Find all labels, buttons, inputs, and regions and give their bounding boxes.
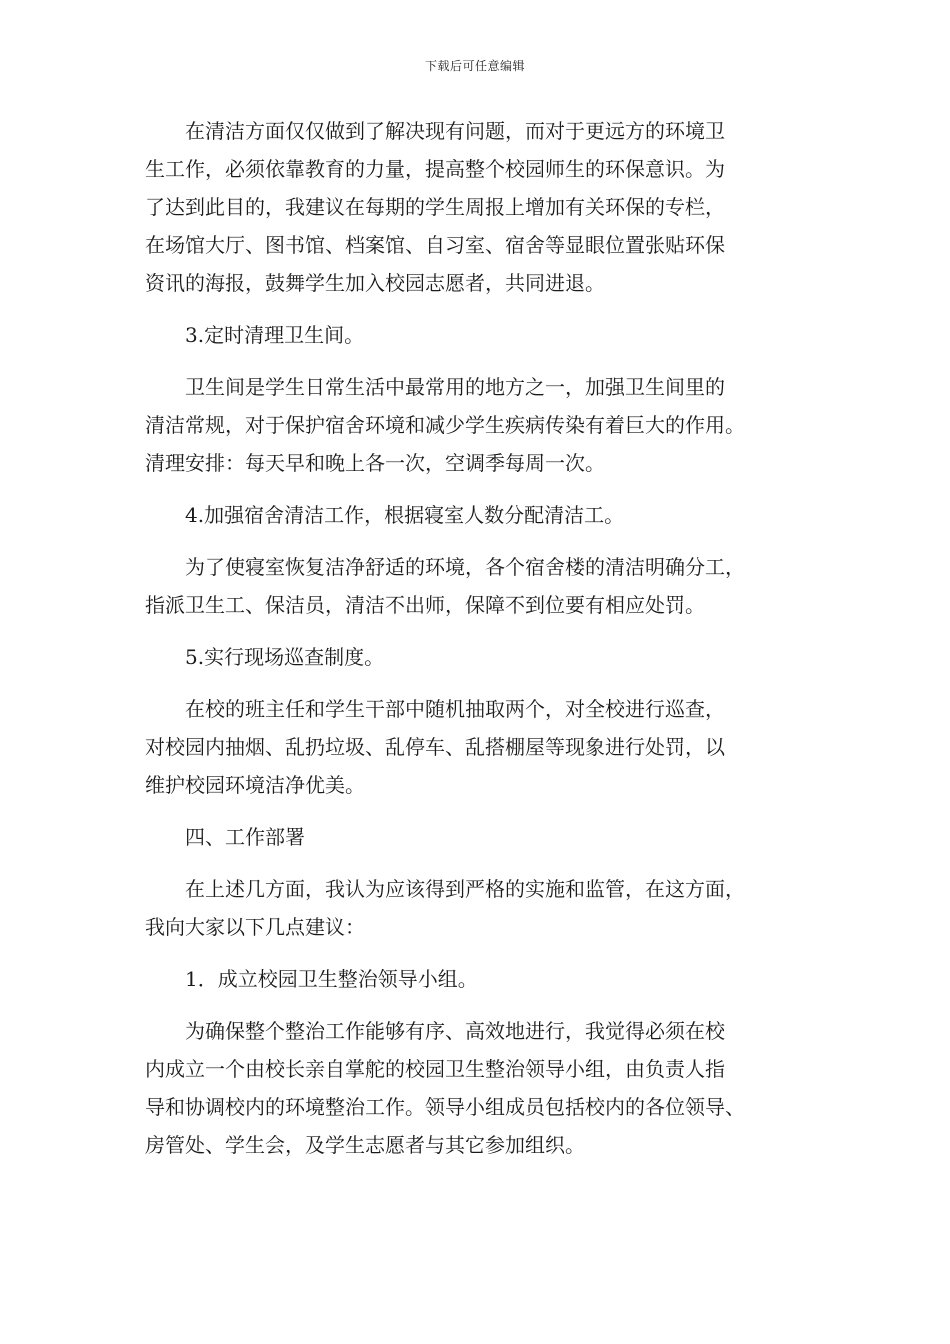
text-line: 在上述几方面，我认为应该得到严格的实施和监管，在这方面， [185,877,745,901]
text-line: 我向大家以下几点建议： [145,915,365,939]
text-line: 在场馆大厅、图书馆、档案馆、自习室、宿舍等显眼位置张贴环保 [145,233,725,257]
text-line: 指派卫生工、保洁员，清洁不出师，保障不到位要有相应处罚。 [145,593,705,617]
text-line: 导和协调校内的环境整治工作。领导小组成员包括校内的各位领导、 [145,1095,745,1119]
section-heading-4: 四、工作部署 [185,825,305,849]
paragraph-leadership-group [145,1012,810,1164]
text-line: 了达到此目的，我建议在每期的学生周报上增加有关环保的专栏， [145,195,725,219]
text-line: 对校园内抽烟、乱扔垃圾、乱停车、乱搭棚屋等现象进行处罚，以 [145,735,725,759]
paragraph-dorm-cleaning [145,548,810,624]
text-line: 在校的班主任和学生干部中随机抽取两个，对全校进行巡查， [185,697,725,721]
text-line: 生工作，必须依靠教育的力量，提高整个校园师生的环保意识。为 [145,157,725,181]
paragraph-patrol-system [145,690,810,804]
text-line: 房管处、学生会，及学生志愿者与其它参加组织。 [145,1133,585,1157]
header-note: 下载后可任意编辑 [424,59,525,73]
paragraph-environmental-education [145,112,810,302]
text-line: 内成立一个由校长亲自掌舵的校园卫生整治领导小组，由负责人指 [145,1057,725,1081]
text-line: 清洁常规，对于保护宿舍环境和减少学生疾病传染有着巨大的作用。 [145,413,745,437]
text-line: 为了使寝室恢复洁净舒适的环境，各个宿舍楼的清洁明确分工， [185,555,745,579]
text-line: 为确保整个整治工作能够有序、高效地进行，我觉得必须在校 [185,1019,725,1043]
text-line: 清理安排：每天早和晚上各一次，空调季每周一次。 [145,451,605,475]
item-heading-3: 3.定时清理卫生间。 [185,323,365,347]
item-heading-5: 5.实行现场巡查制度。 [185,645,385,669]
text-line: 在清洁方面仅仅做到了解决现有问题，而对于更远方的环境卫 [185,119,725,143]
paragraph-restroom-cleaning [145,368,810,482]
item-heading-1: 1．成立校园卫生整治领导小组。 [185,967,478,991]
paragraph-deployment-intro [145,870,810,946]
text-line: 卫生间是学生日常生活中最常用的地方之一，加强卫生间里的 [185,375,725,399]
document-body [145,112,810,1178]
item-heading-4: 4.加强宿舍清洁工作，根据寝室人数分配清洁工。 [185,503,625,527]
text-line: 资讯的海报，鼓舞学生加入校园志愿者，共同进退。 [145,271,605,295]
text-line: 维护校园环境洁净优美。 [145,773,365,797]
